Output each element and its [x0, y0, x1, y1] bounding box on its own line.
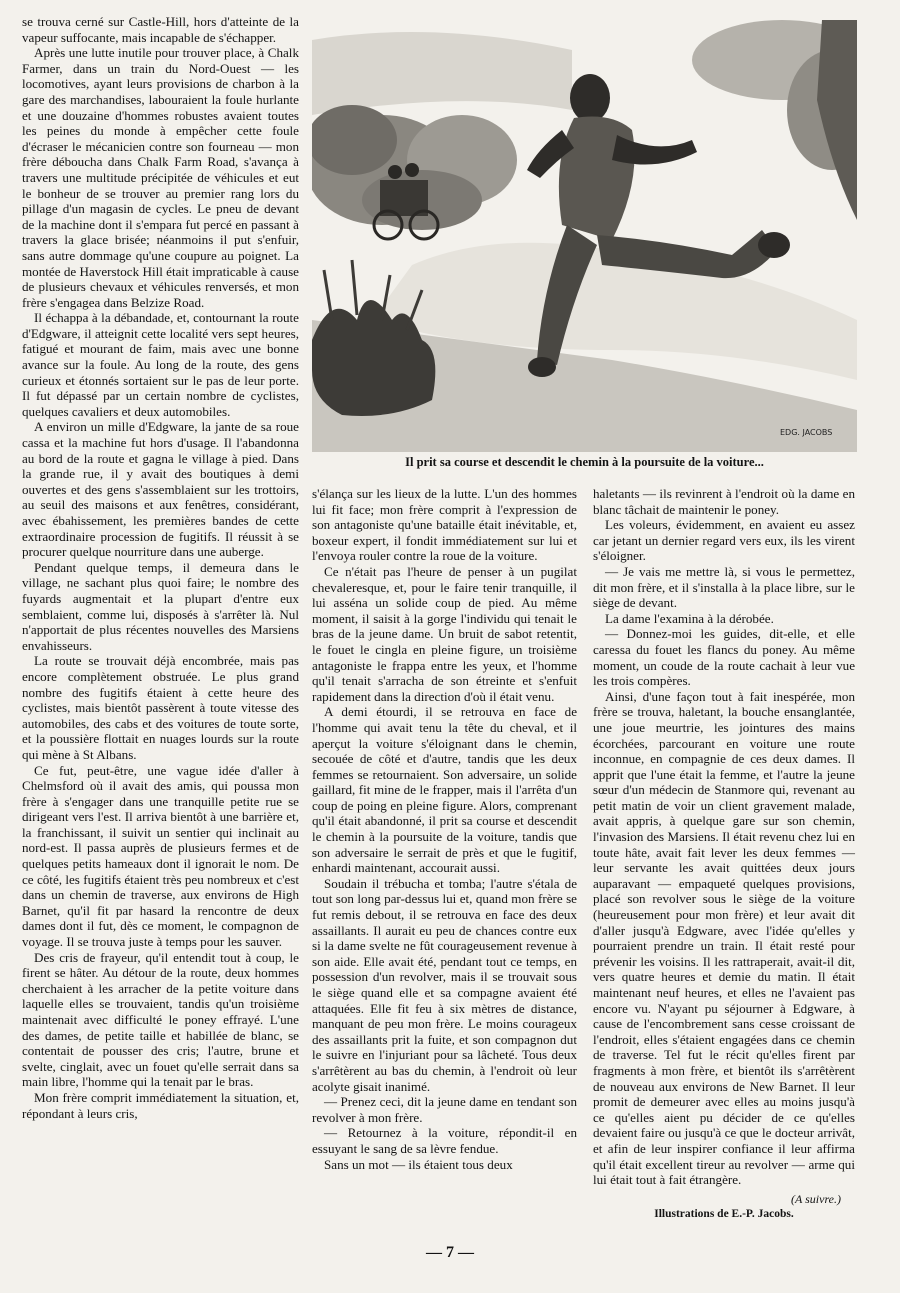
text-column-2	[312, 486, 577, 1172]
paragraph: haletants — ils revinrent à l'endroit où la dame en blanc tâchait de maintenir le poney.	[593, 486, 855, 517]
paragraph: Les voleurs, évidemment, en avaient eu assez car jetant un dernier regard vers eux, ils les virent s'éloigner.	[593, 517, 855, 564]
artist-signature: EDG. JACOBS	[780, 428, 833, 437]
to-be-continued: (A suivre.)	[791, 1191, 841, 1206]
paragraph: Ainsi, d'une façon tout à fait inespérée, mon frère se trouva, haletant, la bouche ensanglantée, une joue meurtrie, les jointures des mains écorchées, parcourant en voiture une route inconnue, en compagnie de ces deux dames. Il apprit que l'une était la femme, et l'autre la jeune sœur d'un médecin de Stanmore qui, revenant au petit matin de voir un client gravement malade, avait appris, à quelque gare sur son chemin, l'invasion des Marsiens. Il était revenu chez lui en toute hâte, avait fait lever les deux femmes — leur servante les avait quittées deux jours auparavant — empaqueté quelques provisions, placé son revolver sous le siège de la voiture (heureusement pour mon frère) et leur avait dit d'aller jusqu'à Edgware, avec l'idée qu'elles y pourraient prendre un train. Il était resté pour prévenir les voisins. Il les rattraperait, avait-il dit, vers quatre heures et demie du matin. Il était maintenant neuf heures, et elles ne l'avaient pas encore vu. N'ayant pu séjourner à Edgware, à cause de l'encombrement sans cesse croissant de l'endroit, elles s'étaient engagées dans ce chemin de traverse. Tel fut le récit qu'elles firent par fragments à mon frère, et bientôt ils s'arrêtèrent de nouveau aux environs de New Barnet. Il leur promit de demeurer avec elles au moins jusqu'à ce qu'elles aient pu décider de ce qu'elles devaient faire ou jusqu'à ce que le docteur arrivât, et afin de leur inspirer confiance il leur affirma qu'il était excellent tireur au revolver — arme qui lui était tout à fait étrangère.	[593, 688, 855, 1188]
paragraph: A demi étourdi, il se retrouva en face de l'homme qui avait tenu la tête du cheval, et il aperçut la voiture s'éloignant dans le chemin, secouée de côté et d'autre, tandis que les deux femmes se retournaient. Son adversaire, un solide gaillard, fit mine de le frapper, mais il l'arrêta d'un coup de poing en pleine figure. Alors, comprenant qu'il était abandonné, il prit sa course et descendit le chemin à la poursuite de la voiture, tandis que son adversaire le serrait de près et que le fugitif, enhardi maintenant, accourait aussi.	[312, 704, 577, 876]
text-column-3	[593, 486, 855, 1223]
paragraph: — Prenez ceci, dit la jeune dame en tendant son revolver à mon frère.	[312, 1094, 577, 1125]
paragraph: Mon frère comprit immédiatement la situation, et, répondant à leurs cris,	[22, 1089, 299, 1121]
paragraph: A environ un mille d'Edgware, la jante de sa roue cassa et la machine fut hors d'usage. Il l'abandonna au bord de la route et gagna le village à pied. Dans la grande rue, il y avait des boutiques à demi ouvertes et des gens s'assemblaient sur les trottoirs, au seuil des maisons et aux fenêtres, considérant, avec ébahissement, les premières bandes de cette extraordinaire procession de fugitifs. Il réussit à se procurer quelque nourriture dans une auberge.	[22, 419, 299, 560]
illustration-caption: Il prit sa course et descendit le chemin à la poursuite de la voiture...	[405, 455, 764, 469]
drawing	[312, 20, 857, 452]
illustration-running-man	[312, 20, 857, 452]
paragraph: Il échappa à la débandade, et, contournant la route d'Edgware, il atteignit cette localité vers sept heures, fatigué et mourant de faim, mais avec une bonne avance sur la foule. Au long de la route, des gens curieux et étonnés sortaient sur le pas de leur porte. Il fut dépassé par un certain nombre de cyclistes, quelques cavaliers et deux automobiles.	[22, 310, 299, 419]
paragraph: se trouva cerné sur Castle-Hill, hors d'atteinte de la vapeur suffocante, mais incapable de s'échapper.	[22, 14, 299, 45]
paragraph: s'élança sur les lieux de la lutte. L'un des hommes lui fit face; mon frère comprit à l'expression de son antagoniste qu'une bataille était inévitable, et, boxeur expert, il fondit immédiatement sur lui et l'envoya rouler contre la roue de la voiture.	[312, 486, 577, 564]
paragraph: Ce n'était pas l'heure de penser à un pugilat chevaleresque, et, pour le faire tenir tranquille, il lui asséna un solide coup de pied. Au même moment, il saisit à la gorge l'individu qui tenait le bras de la jeune dame. Un bruit de sabot retentit, le fouet le cingla en pleine figure, un troisième antagoniste le frappa entre les yeux, et l'homme qu'il tenait s'arracha de son étreinte et s'enfuit rapidement dans la direction d'où il était venu.	[312, 563, 577, 704]
paragraph: — Donnez-moi les guides, dit-elle, et elle caressa du fouet les flancs du poney. Au même moment, un coude de la route cachait à leur vue les trois compères.	[593, 626, 855, 689]
paragraph: Des cris de frayeur, qu'il entendit tout à coup, le firent se hâter. Au détour de la route, deux hommes cherchaient à les arracher de la petite voiture dans laquelle elles se trouvaient, tandis qu'un troisième maintenait avec difficulté le poney effrayé. L'une des dames, de petite taille et habillée de blanc, se contentait de pousser des cris; l'autre, brune et svelte, cinglait, avec un fouet qu'elle serrait dans sa main libre, l'homme qui la tenait par le bras.	[22, 949, 299, 1090]
page-number: — 7 —	[426, 1244, 474, 1261]
paragraph: — Je vais me mettre là, si vous le permettez, dit mon frère, et il s'installa à la place libre, sur le siège de devant.	[593, 563, 855, 611]
paragraph: Sans un mot — ils étaient tous deux	[324, 1156, 513, 1172]
text-column-1	[22, 14, 299, 1121]
paragraph: — Retournez à la voiture, répondit-il en essuyant le sang de sa lèvre fendue.	[312, 1125, 577, 1156]
paragraph: La dame l'examina à la dérobée.	[605, 610, 774, 626]
paragraph: La route se trouvait déjà encombrée, mais pas encore complètement obstruée. Le plus grand nombre des fugitifs étaient à cette heure des cyclistes, mais bientôt passèrent à toute vitesse des automobiles, des cabs et des voitures de toute sorte, et la poussière flottait en nuages lourds sur la route qui mène à St Albans.	[22, 653, 299, 762]
illustration-credit: Illustrations de E.-P. Jacobs.	[654, 1208, 794, 1221]
paragraph: Ce fut, peut-être, une vague idée d'aller à Chelmsford où il avait des amis, qui poussa mon frère à s'engager dans une tranquille petite rue se dirigeant vers l'est. Il arriva bientôt à une barrière et, la franchissant, il suivit un sentier qui inclinait au nord-est. Il passa auprès de plusieurs fermes et de quelques petits hameaux dont il ignorait le nom. De ce côté, les fugitifs étaient très peu nombreux et c'est dans un chemin de traverse, aux environs de High Barnet, qu'il fit par hasard la rencontre de deux dames dont il fut, dès ce moment, le compagnon de voyage. Il se trouva juste à temps pour les sauver.	[22, 762, 299, 950]
paragraph: Soudain il trébucha et tomba; l'autre s'étala de tout son long par-dessus lui et, quand mon frère se fut remis debout, il se retrouva en face des deux assaillants. Il aurait eu peu de chances contre eux si la dame svelte ne fût courageusement revenue à son aide. Elle avait été, pendant tout ce temps, en possession d'un revolver, mais il se trouvait sous le siège quand elle et sa compagne avaient été attaquées. Elle fit feu à six mètres de distance, manquant de peu mon frère. Le moins courageux des assaillants prit la fuite, et son compagnon dut le suivre en l'injuriant pour sa lâcheté. Tous deux s'arrêtèrent au bas du chemin, à l'endroit où leur acolyte gisait inanimé.	[312, 875, 577, 1094]
paragraph: Pendant quelque temps, il demeura dans le village, ne sachant plus quoi faire; le nombre des fuyards augmentait et la plupart d'entre eux semblaient, comme lui, disposés à s'arrêter là. Nul n'apportait de plus récentes nouvelles des Marsiens envahisseurs.	[22, 559, 299, 653]
paragraph: Après une lutte inutile pour trouver place, à Chalk Farmer, dans un train du Nord-Ouest — les locomotives, ayant leurs provisions de charbon à la gare des marchandises, labouraient la foule hurlante et une douzaine d'hommes robustes avaient toutes les peines du monde à empêcher cette foule d'écraser le mécanicien contre son fourneau — mon frère déboucha dans Chalk Farm Road, s'avança à travers une multitude précipitée de véhicules et eut le bonheur de se trouver au premier rang lors du pillage d'un magasin de cycles. Le pneu de devant de la machine dont il s'empara fut percé en passant à travers la glace brisée; néanmoins il put s'enfuir, sans autre dommage qu'une coupure au poignet. La montée de Haverstock Hill était impraticable à cause de plusieurs chevaux et véhicules renversés, et mon frère s'engagea dans Belzize Road.	[22, 45, 299, 310]
